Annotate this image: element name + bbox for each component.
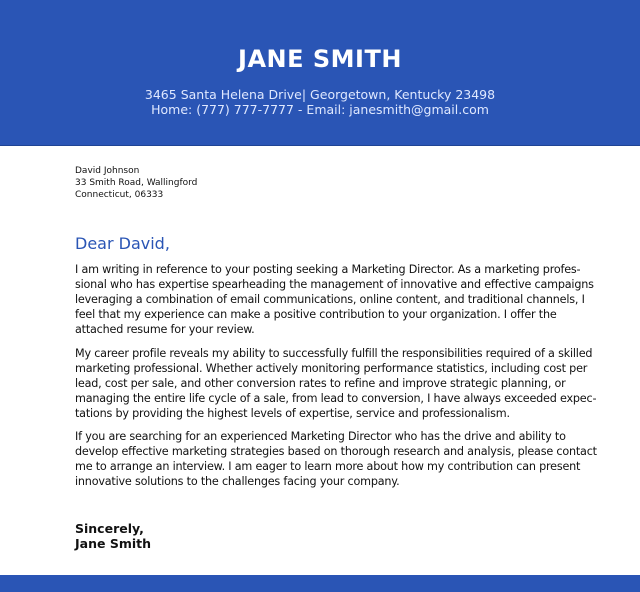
paragraph-line: innovative solutions to the challenges facing your company.	[75, 475, 400, 488]
valediction: Sincerely,	[75, 521, 144, 536]
paragraph-line: feel that my experience can make a positive contribution to your organization. I offer the	[75, 308, 557, 321]
paragraph-line: leveraging a combination of email communications, online content, and traditional channels, I	[75, 293, 585, 306]
body-paragraph-1	[75, 262, 595, 337]
paragraph-line: me to arrange an interview. I am eager to learn more about how my contribution can present	[75, 460, 581, 473]
footer-bar	[0, 575, 640, 592]
body-paragraph-3	[75, 429, 595, 489]
paragraph-line: attached resume for your review.	[75, 323, 255, 336]
paragraph-line: marketing professional. Whether actively monitoring performance statistics, including cost per	[75, 362, 588, 375]
letterhead-banner	[0, 0, 640, 146]
paragraph-line: tations by providing the highest levels of expertise, service and professionalism.	[75, 407, 510, 420]
paragraph-line: My career profile reveals my ability to successfully fulfill the responsibilities required of a skilled	[75, 347, 593, 360]
closing-block	[75, 521, 151, 551]
salutation: Dear David,	[75, 234, 170, 253]
paragraph-line: If you are searching for an experienced Marketing Director who has the drive and ability to	[75, 430, 566, 443]
signature-name: Jane Smith	[75, 536, 152, 551]
sender-phone-email: Home: (777) 777-7777 - Email: janesmith@gmail.com	[151, 102, 489, 117]
recipient-block	[75, 165, 197, 201]
paragraph-line: managing the entire life cycle of a sale, from lead to conversion, I have always exceeded expec-	[75, 392, 597, 405]
recipient-name: David Johnson	[75, 166, 140, 176]
recipient-state-zip: Connecticut, 06333	[75, 190, 164, 200]
recipient-street: 33 Smith Road, Wallingford	[75, 178, 198, 188]
sender-address: 3465 Santa Helena Drive| Georgetown, Kentucky 23498	[144, 87, 496, 102]
paragraph-line: sional who has expertise spearheading the management of innovative and effective campaigns	[75, 278, 594, 291]
paragraph-line: develop effective marketing strategies based on thorough research and analysis, please contact	[75, 445, 597, 458]
paragraph-line: I am writing in reference to your posting seeking a Marketing Director. As a marketing profes-	[75, 263, 581, 276]
paragraph-line: lead, cost per sale, and other conversion rates to refine and improve strategic planning, or	[75, 377, 566, 390]
sender-name: JANE SMITH	[238, 45, 402, 73]
body-paragraph-2	[75, 346, 595, 421]
